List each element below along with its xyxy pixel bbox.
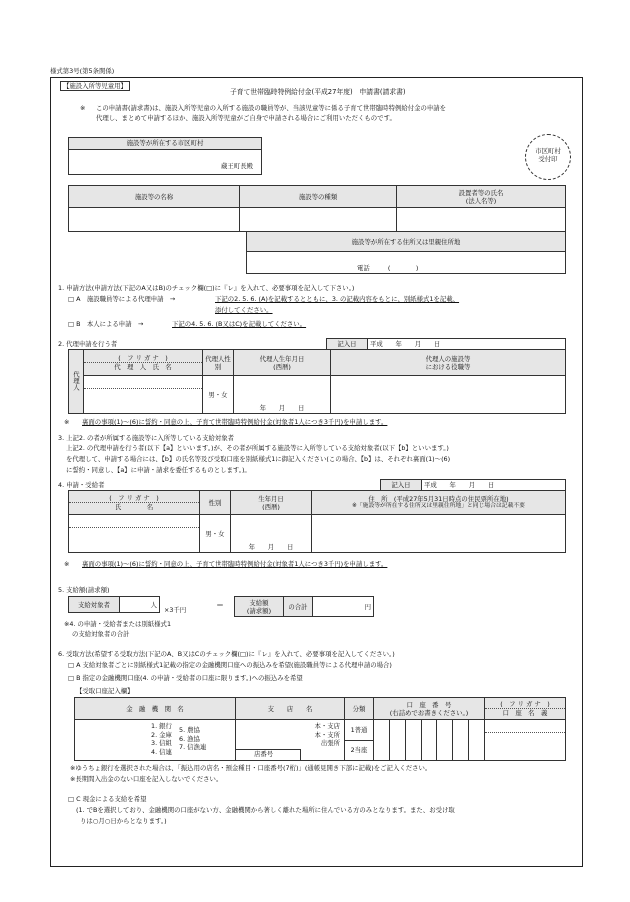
agent-sex-value[interactable]: 男・女 <box>203 376 234 414</box>
applicant-birth-line-1: 生年月日 <box>258 494 284 503</box>
municipality-header: 施設等が所在する市区町村 <box>69 138 261 150</box>
s4-date-label: 記入日 <box>381 480 422 491</box>
branch-type-3: 出張所 <box>320 739 340 748</box>
method-a-label[interactable]: □ A 施設職員等による代理申請 → <box>68 295 176 303</box>
category-cell[interactable] <box>345 720 374 761</box>
section-4-title: 4. 申請・受給者 <box>58 481 105 489</box>
bank-types-a <box>151 722 172 756</box>
branch-cell[interactable] <box>236 720 345 761</box>
facility-type-header: 施設等の種類 <box>240 186 397 208</box>
method-b-label[interactable]: □ B 本人による申請 → <box>68 320 144 328</box>
facility-table <box>68 185 566 232</box>
section-1-title: 1. 申請方法(申請方法(下記のA又はB)のチェック欄(□)に『レ』を入れて、必要事項を記入して下さい。) <box>58 284 355 292</box>
s2-date-value[interactable]: 平成 年 月 日 <box>368 339 566 350</box>
amount-label-line-2: (請求額) <box>246 606 272 615</box>
s5-note-1: ※4. の申請・受給者または別紙様式1 <box>64 620 172 628</box>
acct-no-digits <box>374 720 484 760</box>
bank-types-b <box>179 726 206 752</box>
form-title: 子育て世帯臨時特例給付金(平成27年度) 申請書(請求書) <box>230 88 406 96</box>
applicant-birth-line-2: (西暦) <box>262 502 280 511</box>
agent-position-cell[interactable] <box>331 376 566 414</box>
s3-line-3: に誓約・同意し、【a】に申請・請求を委任するものとします。)。 <box>66 466 251 474</box>
applicant-addr-line-2: ※「施設等が所在する住所又は里親住所地」と同じ場合は記載不要 <box>352 502 525 509</box>
applicant-birth-header <box>231 491 312 515</box>
applicant-addr-header <box>312 491 566 515</box>
form-number: 様式第3号(第5条関係) <box>50 67 115 75</box>
acct-no-cell[interactable] <box>374 720 485 761</box>
intro-line-2: 代理し、まとめて申請するほか、施設入所等児童がご自身で申請される場合にご利用いただくものです。 <box>96 114 396 122</box>
equals-sign: ＝ <box>216 601 224 610</box>
holder-cell[interactable] <box>485 720 566 761</box>
phone-label: 電話 <box>357 264 370 272</box>
pledge-mark-2: ※ <box>64 560 70 568</box>
pledge-mark-1: ※ <box>64 418 70 426</box>
person-unit: 人 <box>150 600 157 609</box>
s2-date-label: 記入日 <box>327 339 368 350</box>
bank-type-4: 4. 信連 <box>151 747 172 756</box>
agent-side-text: 代理人 <box>72 370 80 391</box>
category-1: 1普通 <box>345 721 373 741</box>
stamp-line-2: 受付印 <box>538 155 558 163</box>
applicant-addr-line-1: 住 所 (平成27年5月31日時点の住民票所在地) <box>368 494 509 503</box>
amount-label <box>235 597 284 617</box>
bank-type-7: 7. 信漁連 <box>179 743 207 752</box>
stamp-line-1: 市区町村 <box>535 147 561 155</box>
amount-total-table <box>234 596 374 617</box>
yucho-note: ※ゆうちょ銀行を選択された場合は、「振込用の店名・預金種目・口座番号(7桁)」(通帳見開き下部に記載)をご記入ください。 <box>70 764 432 772</box>
branch-types <box>314 722 340 748</box>
bank-type-5: 5. 農協 <box>179 726 200 734</box>
s4-date-value[interactable]: 平成 年 月 日 <box>422 480 566 491</box>
founder-header-line-1: 設置者等の氏名 <box>458 188 504 197</box>
municipality-name <box>221 162 253 170</box>
applicant-name-cell[interactable] <box>69 515 200 553</box>
bank-type-2: 2. 金庫 <box>151 730 172 739</box>
c-note-2: りは○月○日からとなります。) <box>80 817 167 825</box>
section-2-title: 2. 代理申請を行う者 <box>58 340 118 348</box>
agent-name-header <box>84 350 203 376</box>
applicant-table <box>68 490 566 553</box>
account-table <box>74 697 566 761</box>
phone-paren: ( ) <box>387 264 419 272</box>
agent-side-label <box>69 350 84 414</box>
bank-header: 金 融 機 関 名 <box>75 698 236 720</box>
holder-furigana: ( フ リ ガ ナ ) <box>485 700 565 709</box>
branch-no-label: 店番号 <box>254 750 274 758</box>
intro-line-1: この申請書(請求書)は、施設入所等児童の入所する施設の職員等が、当該児童等に係る子育て世帯臨時特例給付金の申請を <box>96 104 447 112</box>
bank-cell[interactable] <box>75 720 236 761</box>
method-a-text-1: 下記の2. 5. 6. (A)を記載するとともに、3. の記載内容をもとに、別紙様式1を記載、 <box>215 295 460 303</box>
branch-type-2: 本・支所 <box>314 730 340 739</box>
s5-note-2: の支給対象者の合計 <box>72 630 130 638</box>
facility-name-header: 施設等の名称 <box>69 186 240 208</box>
bank-type-3: 3. 信組 <box>151 739 172 748</box>
agent-position-line-2: における役職等 <box>425 362 471 371</box>
total-label: の合計 <box>284 597 313 617</box>
applicant-addr-cell[interactable] <box>312 515 566 553</box>
agent-furigana-divider <box>84 388 202 389</box>
acct-no-header-text: 口 座 番 号 <box>406 700 452 709</box>
receive-option-a[interactable]: □ A 支給対象者ごとに別紙様式1記載の指定の金融機関口座への振込みを希望(施設職員等による代理申請の場合) <box>68 661 392 669</box>
pledge-text-1: 裏面の事項(1)～(6)に誓約・同意の上、子育て世帯臨時特例給付金(対象者1人につき3千円)を申請します。 <box>82 418 388 426</box>
agent-birth-header <box>234 350 331 376</box>
holder-furigana-divider <box>485 732 565 733</box>
bank-type-1: 1. 銀行 <box>151 722 172 730</box>
agent-birth-line-1: 代理人生年月日 <box>259 354 305 363</box>
amount-target-table <box>68 596 160 613</box>
applicant-name-text: 氏 名 <box>114 503 154 511</box>
branch-header: 支 店 名 <box>236 698 345 720</box>
category-header: 分類 <box>345 698 374 720</box>
form-tag <box>60 81 130 91</box>
s3-line-1: 上記2. の代理申請を行う者(以下【a】といいます。)が、その者が所属する施設等に入所等している支給対象者(以下【b】といいます。) <box>66 444 449 452</box>
applicant-name-header <box>69 491 200 515</box>
municipality-box <box>68 137 262 175</box>
facility-type-cell[interactable] <box>240 208 397 232</box>
amount-cell[interactable] <box>313 597 374 617</box>
target-label: 支給対象者 <box>69 597 120 613</box>
account-label: 【受取口座記入欄】 <box>76 687 134 695</box>
facility-address-header: 施設等が所在する住所又は里親住所地 <box>247 232 566 252</box>
applicant-furigana-divider <box>69 527 199 528</box>
municipality-suffix: 殿 <box>246 162 253 170</box>
municipality-name-text: 蔵王町長 <box>221 162 247 170</box>
section-5-title: 5. 支給額(請求額) <box>58 586 110 594</box>
method-a-text-2: 添付してください。 <box>215 306 273 314</box>
holder-header <box>485 698 566 720</box>
c-note-1: (1. でBを選択しており、金融機関の口座がない方、金融機関から著しく離れた場所に住んでいる方のみとなります。また、お受け取 <box>76 806 455 814</box>
receive-option-b[interactable]: □ B 指定の金融機関口座(4. の申請・受給者の口座に限ります。)への振込みを希望 <box>68 674 303 682</box>
s3-line-2: を代理して、申請する場合には、【b】の氏名等及び受取口座を別紙様式1に御記入ください(この場合、【b】は、それぞれ裏面(1)～(6) <box>66 455 451 463</box>
applicant-sex-value[interactable]: 男・女 <box>200 515 231 553</box>
branch-type-1: 本・支店 <box>314 722 340 730</box>
bank-type-6: 6. 漁協 <box>179 734 200 743</box>
applicant-birth-value[interactable]: 年 月 日 <box>231 515 312 553</box>
intro-mark: ※ <box>80 104 86 112</box>
pledge-text-2: 裏面の事項(1)～(6)に誓約・同意の上、子育て世帯臨時特例給付金(対象者1人につき3千円)を申請します。 <box>82 560 388 568</box>
agent-furigana: ( フ リ ガ ナ ) <box>84 354 202 363</box>
facility-address-table <box>246 231 566 274</box>
section-3-title: 3. 上記2. の者が所属する施設等に入所等している支給対象者 <box>58 434 235 442</box>
multiply-text: ×3千円 <box>164 606 187 614</box>
acct-no-header <box>374 698 485 720</box>
agent-birth-value[interactable]: 年 月 日 <box>234 376 331 414</box>
holder-header-text: 口 座 名 義 <box>502 709 548 717</box>
target-count-cell[interactable] <box>120 597 160 613</box>
facility-address-cell[interactable] <box>247 252 566 274</box>
acct-no-sub: (右詰めでお書きください。) <box>389 708 469 717</box>
yen-unit: 円 <box>364 602 371 611</box>
receipt-stamp <box>525 134 571 180</box>
facility-founder-cell[interactable] <box>397 208 566 232</box>
amount-label-line-1: 支給額 <box>249 598 269 607</box>
agent-position-header <box>331 350 566 376</box>
agent-name-cell[interactable] <box>84 376 203 414</box>
branch-no-box[interactable] <box>236 749 301 760</box>
receive-option-c[interactable]: □ C 現金による支給を希望 <box>68 795 147 803</box>
form-tag-text: 【施設入所等児童用】 <box>63 82 127 90</box>
nonuse-note: ※長期間入出金のない口座を記入しないでください。 <box>70 775 223 783</box>
founder-header-line-2: (法人名等) <box>465 196 497 205</box>
agent-name-text: 代 理 人 氏 名 <box>114 363 172 371</box>
facility-founder-header <box>397 186 566 208</box>
agent-table <box>68 349 566 414</box>
agent-birth-line-2: (西暦) <box>273 362 291 371</box>
agent-position-line-1: 代理人の施設等 <box>425 354 471 363</box>
method-b-text: 下記の4. 5. 6. (B又はC)を記載してください。 <box>172 320 307 328</box>
section-6-title: 6. 受取方法(希望する受取方法(下記のA、B又はCのチェック欄(□)に『レ』を入れて、必要事項を記入してください。) <box>58 650 395 658</box>
applicant-furigana: ( フ リ ガ ナ ) <box>69 494 199 503</box>
category-2: 2当座 <box>350 745 368 754</box>
facility-name-cell[interactable] <box>69 208 240 232</box>
agent-sex-header: 代理人性別 <box>203 350 234 376</box>
applicant-sex-header: 性別 <box>200 491 231 515</box>
